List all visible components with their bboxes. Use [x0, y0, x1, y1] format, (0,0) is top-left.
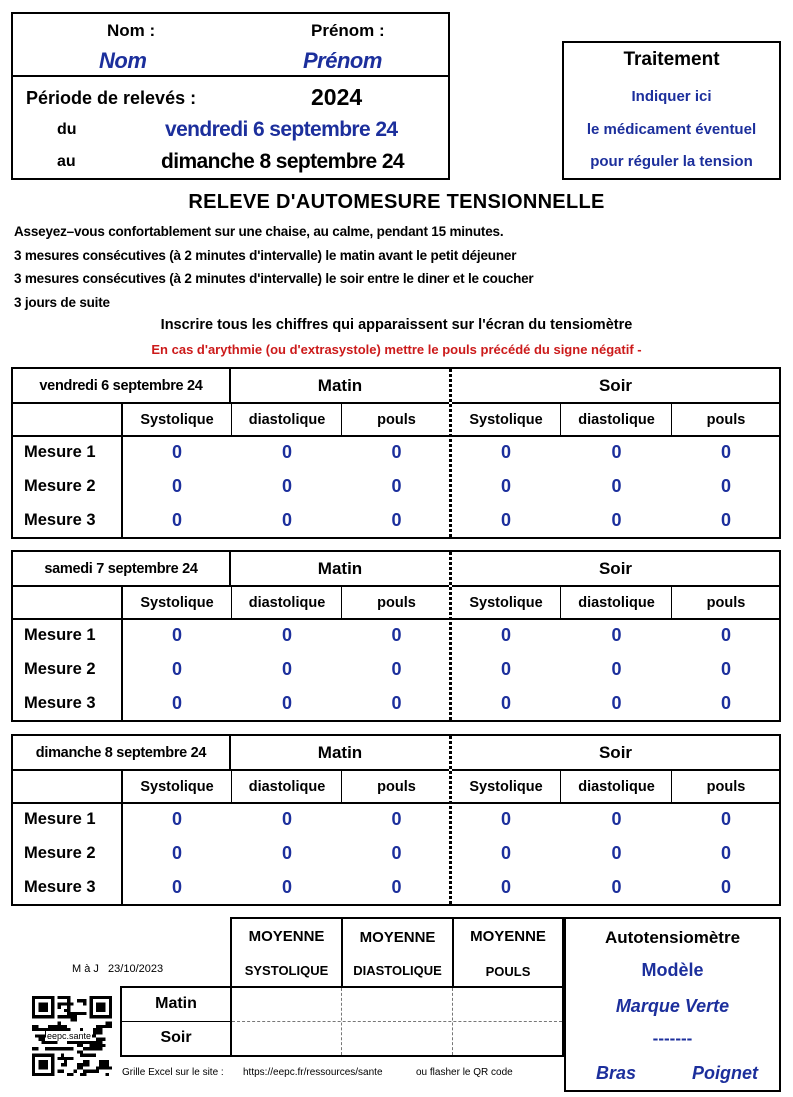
measure-value[interactable]: 0 [720, 843, 731, 863]
systolique-label: SYSTOLIQUE [244, 962, 329, 978]
column-header: pouls [706, 778, 746, 795]
instruction-2: 3 mesures consécutives (à 2 minutes d'intervalle) le matin avant le petit déjeuner [14, 248, 517, 263]
measure-value[interactable]: 0 [391, 809, 402, 829]
measure-value[interactable]: 0 [500, 692, 511, 713]
moyenne-pouls-label: MOYENNE [470, 927, 546, 945]
periode-label: Période de relevés : [26, 88, 197, 108]
divider [560, 585, 561, 618]
measure-value[interactable]: 0 [281, 509, 292, 530]
column-header: Systolique [140, 411, 214, 428]
summary-soir-label: Soir [160, 1029, 192, 1046]
divider [671, 585, 672, 618]
measure-value[interactable]: 0 [171, 843, 182, 863]
measure-value[interactable]: 0 [171, 659, 182, 679]
column-header: Systolique [140, 594, 214, 611]
measure-value[interactable]: 0 [281, 659, 292, 679]
device-title: Autotensiomètre [604, 928, 741, 947]
measure-value[interactable]: 0 [391, 476, 402, 496]
arythmie-text: En cas d'arythmie (ou d'extrasystole) mettre le pouls précédé du signe négatif - [151, 342, 642, 357]
patient-info-box [11, 12, 450, 180]
device-box [564, 917, 781, 1092]
soir-header: Soir [598, 375, 633, 395]
measure-value[interactable]: 0 [281, 692, 292, 713]
measure-value[interactable]: 0 [720, 809, 731, 829]
year-value: 2024 [311, 84, 363, 110]
column-header: Systolique [140, 778, 214, 795]
matin-header: Matin [317, 558, 363, 578]
measure-value[interactable]: 0 [171, 476, 182, 496]
column-header: Systolique [469, 594, 543, 611]
measure-value[interactable]: 0 [611, 442, 622, 462]
column-header: diastolique [248, 778, 326, 795]
divider [341, 769, 342, 802]
device-poignet[interactable]: Poignet [692, 1063, 758, 1083]
divider [671, 402, 672, 435]
measure-value[interactable]: 0 [611, 659, 622, 679]
matin-header: Matin [317, 742, 363, 762]
measure-value[interactable]: 0 [500, 442, 511, 462]
measure-value[interactable]: 0 [281, 476, 292, 496]
divider [231, 769, 232, 802]
measure-value[interactable]: 0 [500, 809, 511, 829]
mesure-label: Mesure 3 [24, 877, 96, 896]
measure-value[interactable]: 0 [500, 476, 511, 496]
column-header: diastolique [248, 594, 326, 611]
measure-value[interactable]: 0 [171, 509, 182, 530]
moyenne-sys-soir-field[interactable] [232, 1022, 341, 1055]
measure-value[interactable]: 0 [720, 625, 731, 645]
measure-value[interactable]: 0 [391, 659, 402, 679]
measure-value[interactable]: 0 [500, 625, 511, 645]
matin-header: Matin [317, 375, 363, 395]
mesure-label: Mesure 1 [24, 810, 96, 828]
measure-value[interactable]: 0 [611, 876, 622, 897]
footer-qr-hint: ou flasher le QR code [416, 1067, 513, 1078]
measure-value[interactable]: 0 [720, 692, 731, 713]
measure-value[interactable]: 0 [391, 843, 402, 863]
mesure-label: Mesure 2 [24, 660, 96, 678]
diastolique-label: DIASTOLIQUE [353, 962, 442, 978]
au-date: dimanche 8 septembre 24 [161, 150, 404, 173]
divider [341, 402, 342, 435]
instruction-4: 3 jours de suite [14, 295, 110, 310]
mesure-label: Mesure 2 [24, 477, 96, 495]
page-title: RELEVE D'AUTOMESURE TENSIONNELLE [188, 191, 605, 213]
measure-value[interactable]: 0 [171, 442, 182, 462]
measure-value[interactable]: 0 [391, 692, 402, 713]
mesure-label: Mesure 3 [24, 693, 96, 712]
measure-value[interactable]: 0 [720, 442, 731, 462]
measure-value[interactable]: 0 [611, 809, 622, 829]
traitement-title: Traitement [623, 49, 720, 70]
mesure-label: Mesure 2 [24, 844, 96, 862]
divider [13, 75, 448, 77]
measure-value[interactable]: 0 [171, 625, 182, 645]
instruction-3: 3 mesures consécutives (à 2 minutes d'intervalle) le soir entre le diner et le coucher [14, 271, 534, 286]
day-table [11, 550, 781, 722]
measure-value[interactable]: 0 [171, 692, 182, 713]
nom-label: Nom : [107, 21, 156, 40]
measure-value[interactable]: 0 [611, 509, 622, 530]
day-date: dimanche 8 septembre 24 [35, 744, 207, 761]
column-header: diastolique [248, 411, 326, 428]
instruction-1: Asseyez–vous confortablement sur une chaise, au calme, pendant 15 minutes. [14, 224, 504, 239]
device-modele[interactable]: Modèle [641, 960, 704, 980]
traitement-box [562, 41, 781, 180]
device-separator: ------- [652, 1029, 693, 1048]
measure-value[interactable]: 0 [611, 692, 622, 713]
prenom-label: Prénom : [311, 21, 385, 40]
column-header: pouls [377, 778, 416, 795]
divider [560, 402, 561, 435]
du-label: du [57, 121, 77, 138]
soir-header: Soir [598, 742, 633, 762]
column-header: diastolique [578, 411, 655, 428]
day-date: vendredi 6 septembre 24 [39, 377, 203, 394]
divider [560, 769, 561, 802]
measure-value[interactable]: 0 [281, 876, 292, 897]
measure-value[interactable]: 0 [281, 625, 292, 645]
maj-date: M à J 23/10/2023 [72, 963, 164, 975]
divider [341, 585, 342, 618]
divider [671, 769, 672, 802]
measure-value[interactable]: 0 [281, 809, 292, 829]
column-header: diastolique [578, 594, 655, 611]
measure-value[interactable]: 0 [391, 442, 402, 462]
column-header: pouls [377, 411, 416, 428]
qr-label: eepc.sante [47, 1031, 92, 1041]
measure-value[interactable]: 0 [720, 509, 731, 530]
nom-value[interactable]: Nom [99, 48, 147, 73]
footer-site-label: Grille Excel sur le site : [122, 1067, 224, 1078]
footer-url[interactable]: https://eepc.fr/ressources/sante [243, 1067, 383, 1078]
divider [231, 585, 232, 618]
measure-value[interactable]: 0 [720, 659, 731, 679]
traitement-line1[interactable]: Indiquer ici [631, 88, 712, 105]
measure-value[interactable]: 0 [281, 843, 292, 863]
moyenne-dia-soir-field[interactable] [342, 1022, 452, 1055]
moyenne-dia-matin-field[interactable] [342, 988, 452, 1021]
measure-value[interactable]: 0 [720, 876, 731, 897]
day-date: samedi 7 septembre 24 [44, 560, 198, 577]
device-marque[interactable]: Marque Verte [615, 996, 730, 1016]
measure-value[interactable]: 0 [720, 476, 731, 496]
traitement-line2[interactable]: le médicament éventuel [586, 121, 757, 138]
measure-value[interactable]: 0 [500, 509, 511, 530]
inscrire-text: Inscrire tous les chiffres qui apparaissent sur l'écran du tensiomètre [160, 317, 633, 333]
measure-value[interactable]: 0 [500, 843, 511, 863]
device-bras[interactable]: Bras [596, 1063, 637, 1083]
measure-value[interactable]: 0 [171, 876, 182, 897]
du-date[interactable]: vendredi 6 septembre 24 [165, 118, 398, 141]
soir-header: Soir [598, 558, 633, 578]
qr-code [32, 996, 112, 1076]
measure-value[interactable]: 0 [171, 809, 182, 829]
summary-matin-label: Matin [155, 995, 197, 1012]
measure-value[interactable]: 0 [391, 625, 402, 645]
measure-value[interactable]: 0 [611, 476, 622, 496]
traitement-line3[interactable]: pour réguler la tension [590, 153, 753, 170]
mesure-label: Mesure 3 [24, 510, 96, 529]
column-header: Systolique [469, 778, 543, 795]
moyenne-sys-matin-field[interactable] [232, 988, 341, 1021]
measure-value[interactable]: 0 [611, 625, 622, 645]
column-header: diastolique [578, 778, 655, 795]
mesure-label: Mesure 1 [24, 443, 96, 461]
moyenne-dia-label: MOYENNE [359, 928, 436, 946]
day-table [11, 367, 781, 539]
moyenne-pouls-matin-field[interactable] [453, 988, 562, 1021]
day-table [11, 734, 781, 906]
column-header: Systolique [469, 411, 543, 428]
column-header: pouls [377, 594, 416, 611]
measure-value[interactable]: 0 [281, 442, 292, 462]
divider [122, 1021, 230, 1022]
column-header: pouls [706, 594, 746, 611]
column-header: pouls [706, 411, 746, 428]
moyenne-pouls-soir-field[interactable] [453, 1022, 562, 1055]
au-label: au [57, 153, 76, 170]
measure-value[interactable]: 0 [391, 509, 402, 530]
moyenne-sys-label: MOYENNE [248, 927, 325, 945]
mesure-label: Mesure 1 [24, 626, 96, 644]
prenom-value[interactable]: Prénom [303, 48, 382, 73]
measure-value[interactable]: 0 [611, 843, 622, 863]
measure-value[interactable]: 0 [391, 876, 402, 897]
measure-value[interactable]: 0 [500, 659, 511, 679]
measure-value[interactable]: 0 [500, 876, 511, 897]
divider [231, 402, 232, 435]
pouls-label: POULS [485, 963, 531, 979]
